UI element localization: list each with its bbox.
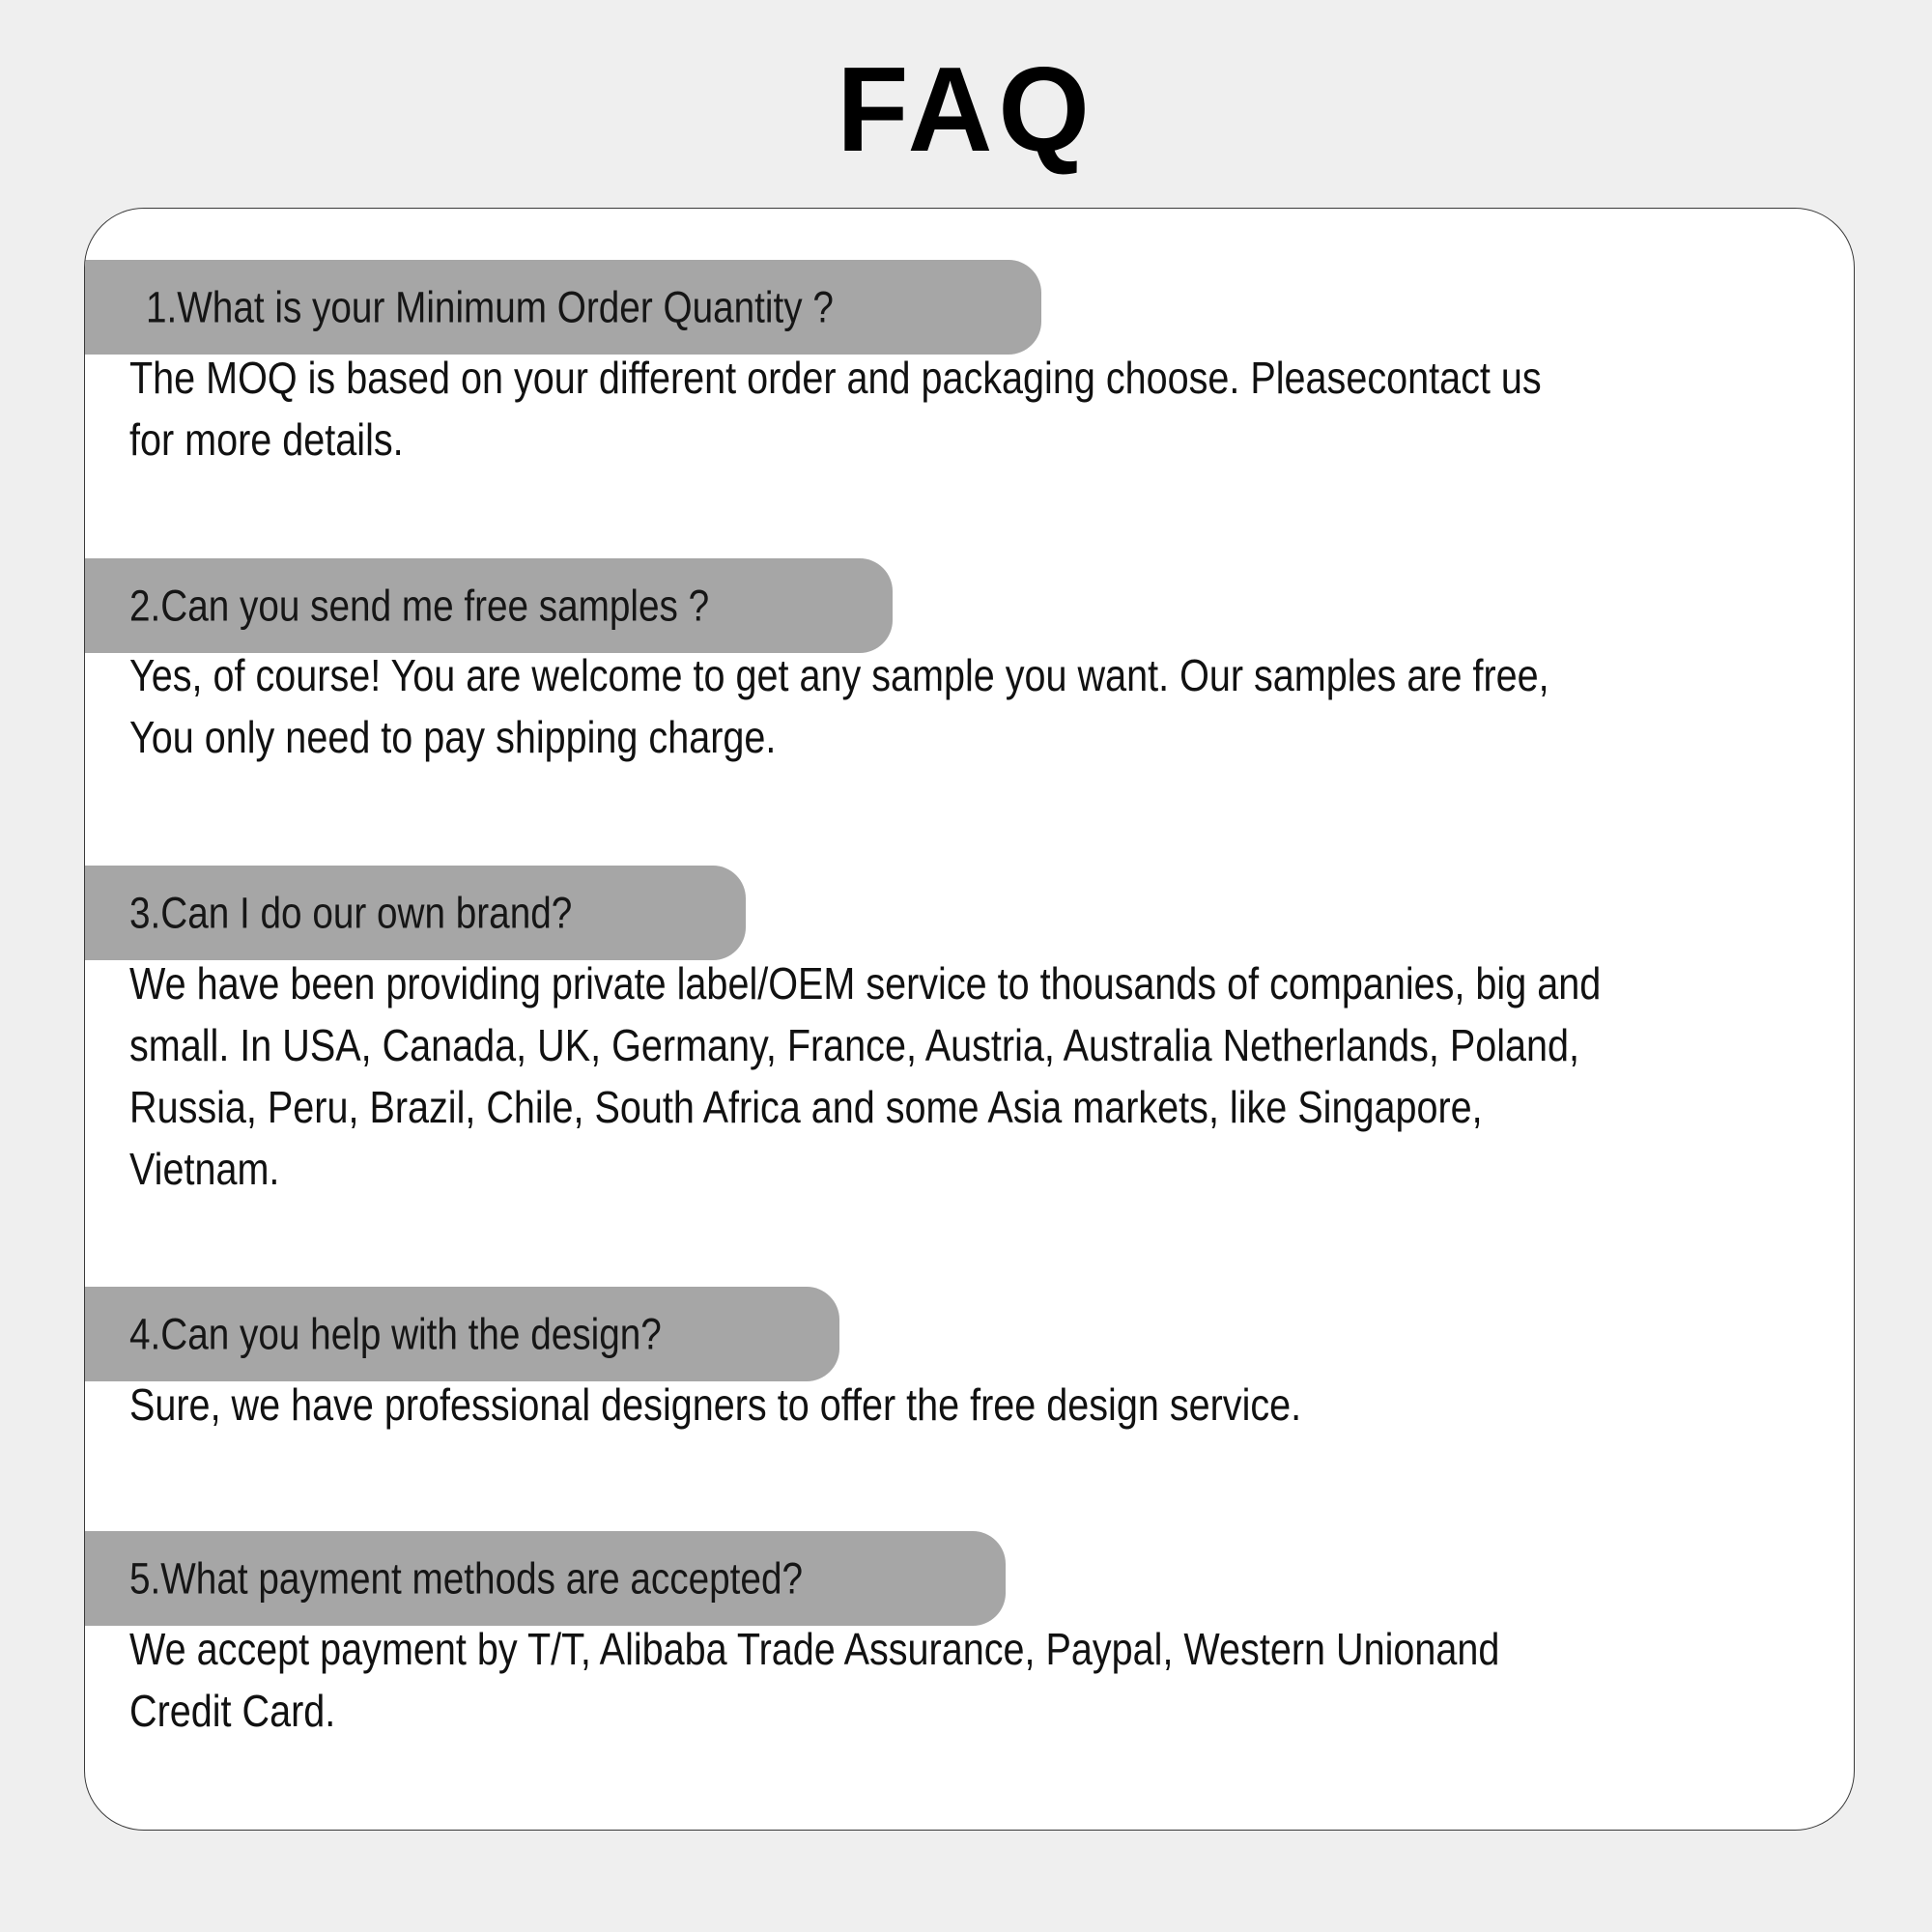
faq-question-2-text: 2.Can you send me free samples ? — [129, 581, 710, 631]
faq-answer-4-line-1: Sure, we have professional designers to offer the free design service. — [129, 1379, 1302, 1430]
faq-question-1 — [85, 260, 1041, 355]
faq-answer-2-line-2: You only need to pay shipping charge. — [129, 712, 777, 762]
faq-answer-1 — [129, 347, 1824, 470]
faq-answer-1-line-1: The MOQ is based on your different order and packaging choose. Pleasecontact us — [129, 353, 1542, 403]
faq-answer-5-line-1: We accept payment by T/T, Alibaba Trade Assurance, Paypal, Western Unionand — [129, 1624, 1500, 1674]
faq-answer-4 — [129, 1374, 1824, 1435]
faq-answer-2 — [129, 644, 1824, 768]
page-title: FAQ — [837, 43, 1095, 177]
faq-answer-3 — [129, 952, 1824, 1200]
faq-answer-3-line-1: We have been providing private label/OEM service to thousands of companies, big and — [129, 958, 1602, 1009]
faq-question-5 — [85, 1531, 1006, 1626]
faq-question-3-text: 3.Can I do our own brand? — [129, 888, 573, 938]
faq-question-5-text: 5.What payment methods are accepted? — [129, 1553, 804, 1604]
faq-question-3 — [85, 866, 746, 960]
faq-answer-3-line-2: small. In USA, Canada, UK, Germany, France, Austria, Australia Netherlands, Poland, — [129, 1020, 1580, 1070]
faq-answer-5-line-2: Credit Card. — [129, 1686, 336, 1736]
faq-question-4-text: 4.Can you help with the design? — [129, 1309, 662, 1359]
faq-answer-1-line-2: for more details. — [129, 414, 404, 465]
faq-answer-5 — [129, 1618, 1824, 1742]
faq-answer-2-line-1: Yes, of course! You are welcome to get any sample you want. Our samples are free, — [129, 650, 1549, 700]
faq-card — [84, 208, 1855, 1831]
faq-answer-3-line-4: Vietnam. — [129, 1144, 280, 1194]
faq-question-2 — [85, 558, 893, 653]
faq-question-4 — [85, 1287, 839, 1381]
faq-question-1-text: 1.What is your Minimum Order Quantity ? — [146, 282, 834, 332]
faq-answer-3-line-3: Russia, Peru, Brazil, Chile, South Africa and some Asia markets, like Singapore, — [129, 1082, 1483, 1132]
